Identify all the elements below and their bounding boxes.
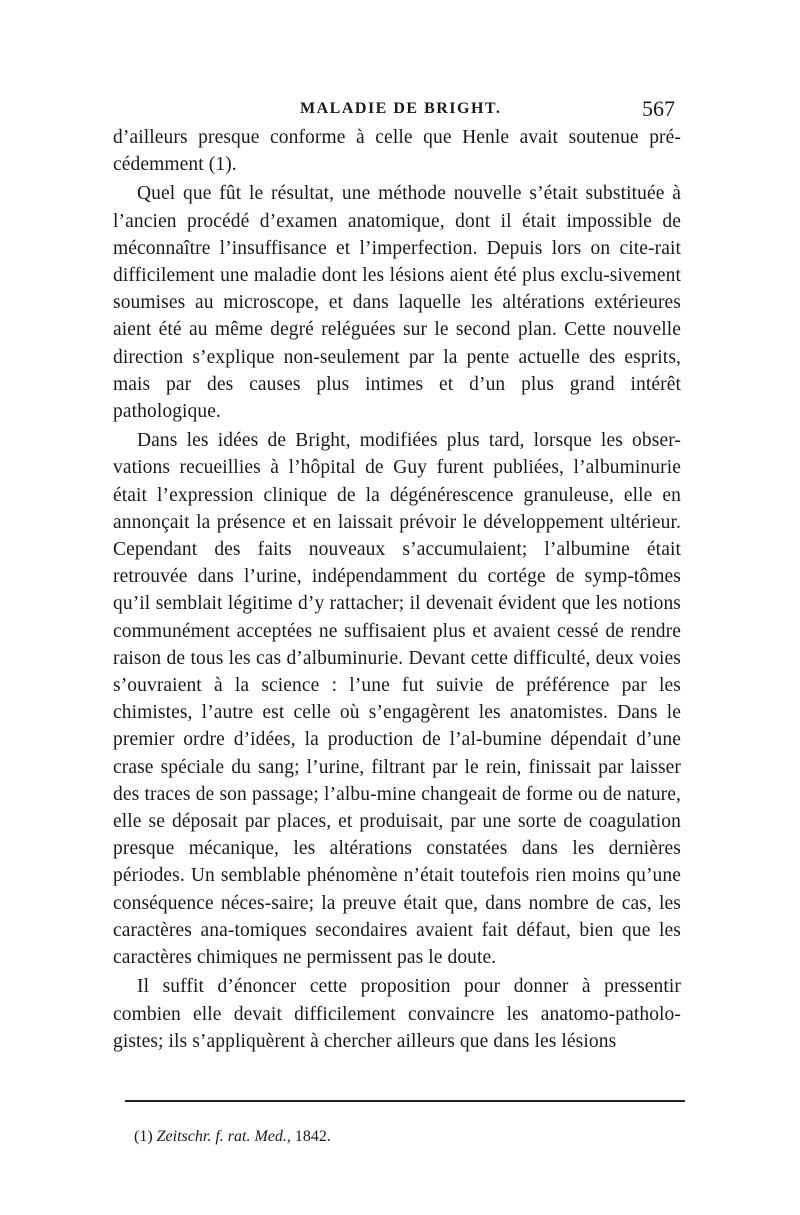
paragraph: Dans les idées de Bright, modifiées plus tard, lorsque les obser-vations recueillies à l’hôpital de Guy furent publiées, l’albuminurie était l’expression clinique de la dégénérescence granuleuse, elle en annonçait la présence et en laissait prévoir le développement ultérieur. Cependant des faits nouveaux s’accumulaient; l’albumine était retrouvée dans l’urine, indépendamment du cortége de symp-tômes qu’il semblait légitime d’y rattacher; il devenait évident que les notions communément acceptées ne suffisaient plus et avaient cessé de rendre raison de tous les cas d’albuminurie. Devant cette difficulté, deux voies s’ouvraient à la science : l’une fut suivie de préférence par les chimistes, l’autre est celle où s’engagèrent les anatomistes. Dans le premier ordre d’idées, la production de l’al-bumine dépendait d’une crase spéciale du sang; l’urine, filtrant par le rein, finissait par laisser des traces de son passage; l’albu-mine changeait de forme ou de nature, elle se déposait par places, et produisait, par une sorte de coagulation presque mécanique, les altérations constatées dans les dernières périodes. Un semblable phénomène n’était toutefois rien moins qu’une conséquence néces-saire; la preuve était que, dans nombre de cas, les caractères ana-tomiques secondaires avaient fait défaut, bien que les caractères chimiques ne permissent pas le doute. xyxy=(113,430,681,969)
footnote-divider xyxy=(125,1100,685,1102)
body-text xyxy=(113,124,681,1055)
paragraph: Il suffit d’énoncer cette proposition pour donner à pressentir combien elle devait difficilement convaincre les anatomo-patholo-gistes; ils s’appliquèrent à chercher ailleurs que dans les lésions xyxy=(113,976,681,1052)
running-title: MALADIE DE BRIGHT. xyxy=(300,100,502,117)
footnote-source: Zeitschr. f. rat. Med., xyxy=(156,1128,291,1145)
footnote-marker: (1) xyxy=(134,1128,153,1145)
page-number: 567 xyxy=(642,96,675,121)
running-head xyxy=(0,96,800,126)
paragraph-continuation: d’ailleurs presque conforme à celle que Henle avait soutenue pré-cédemment (1). xyxy=(113,127,681,176)
paragraph: Quel que fût le résultat, une méthode nouvelle s’était substituée à l’ancien procédé d’examen anatomique, dont il était impossible de méconnaître l’insuffisance et l’imperfection. Depuis lors on cite-rait difficilement une maladie dont les lésions aient été plus exclu-sivement soumises au microscope, et dans laquelle les altérations extérieures aient été au même degré reléguées sur le second plan. Cette nouvelle direction s’explique non-seulement par la pente actuelle des esprits, mais par des causes plus intimes et d’un plus grand intérêt pathologique. xyxy=(113,183,681,423)
footnote-year: 1842. xyxy=(294,1128,331,1145)
footnote xyxy=(134,1128,331,1146)
